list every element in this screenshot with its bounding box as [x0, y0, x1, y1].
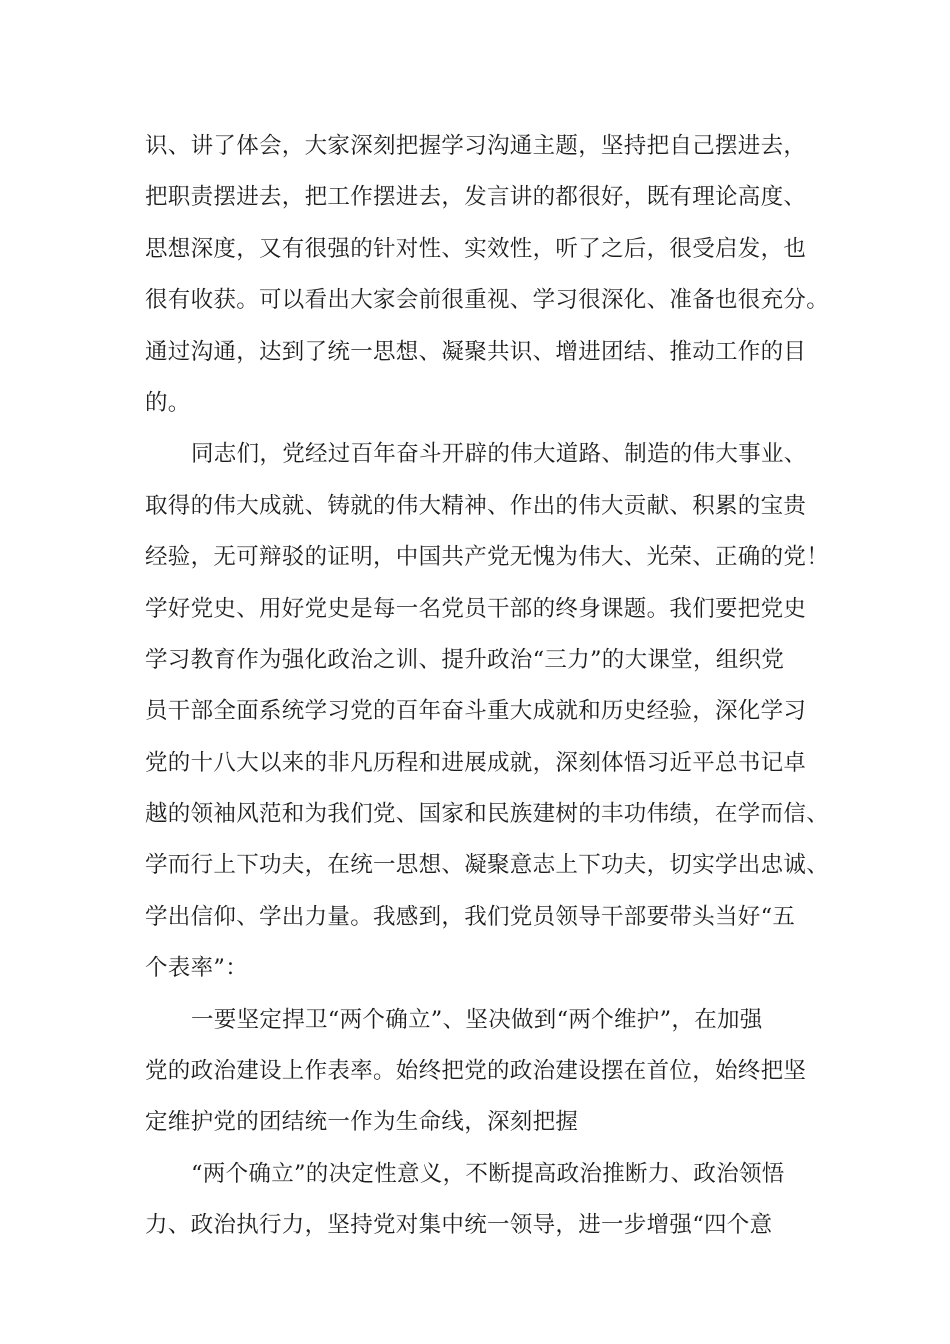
text-line: 个表率”： — [145, 955, 249, 982]
text-line: 学好党史、用好党史是每一名党员干部的终身课题。我们要把党史 — [145, 595, 807, 622]
text-line: 越的领袖风范和为我们党、国家和民族建树的丰功伟绩，在学而信、 — [145, 801, 830, 828]
text-line: 力、政治执行力，坚持党对集中统一领导，进一步增强“四个意 — [145, 1212, 773, 1239]
text-line: 取得的伟大成就、铸就的伟大精神、作出的伟大贡献、积累的宝贵 — [145, 492, 807, 519]
text-line: 思想深度，又有很强的针对性、实效性，听了之后，很受启发，也 — [145, 235, 807, 262]
text-line: 的。 — [145, 389, 191, 416]
paragraph-first-line: “两个确立”的决定性意义，不断提高政治推断力、政治领悟 — [191, 1160, 785, 1187]
paragraph-first-line: 同志们，党经过百年奋斗开辟的伟大道路、制造的伟大事业、 — [191, 441, 807, 468]
text-line: 学出信仰、学出力量。我感到，我们党员领导干部要带头当好“五 — [145, 903, 796, 930]
text-line: 很有收获。可以看出大家会前很重视、学习很深化、准备也很充分。 — [145, 287, 830, 314]
text-line: 学而行上下功夫，在统一思想、凝聚意志上下功夫，切实学出忠诚、 — [145, 852, 830, 879]
text-line: 识、讲了体会，大家深刻把握学习沟通主题，坚持把自己摆进去， — [145, 133, 807, 159]
text-line: 党的十八大以来的非凡历程和进展成就，深刻体悟习近平总书记卓 — [145, 749, 807, 776]
text-line: 定维护党的团结统一作为生命线，深刻把握 — [145, 1109, 579, 1136]
paragraph-first-line: 一要坚定捍卫“两个确立”、坚决做到“两个维护”，在加强 — [191, 1006, 763, 1033]
body-text — [145, 124, 835, 1255]
text-line: 学习教育作为强化政治之训、提升政治“三力”的大课堂，组织党 — [145, 646, 785, 673]
text-line: 党的政治建设上作表率。始终把党的政治建设摆在首位，始终把坚 — [145, 1058, 807, 1085]
text-line: 通过沟通，达到了统一思想、凝聚共识、增进团结、推动工作的目 — [145, 338, 807, 365]
text-line: 员干部全面系统学习党的百年奋斗重大成就和历史经验，深化学习 — [145, 698, 807, 725]
text-line: 经验，无可辩驳的证明，中国共产党无愧为伟大、光荣、正确的党！ — [145, 544, 830, 571]
text-line: 把职责摆进去，把工作摆进去，发言讲的都很好，既有理论高度、 — [145, 184, 807, 211]
